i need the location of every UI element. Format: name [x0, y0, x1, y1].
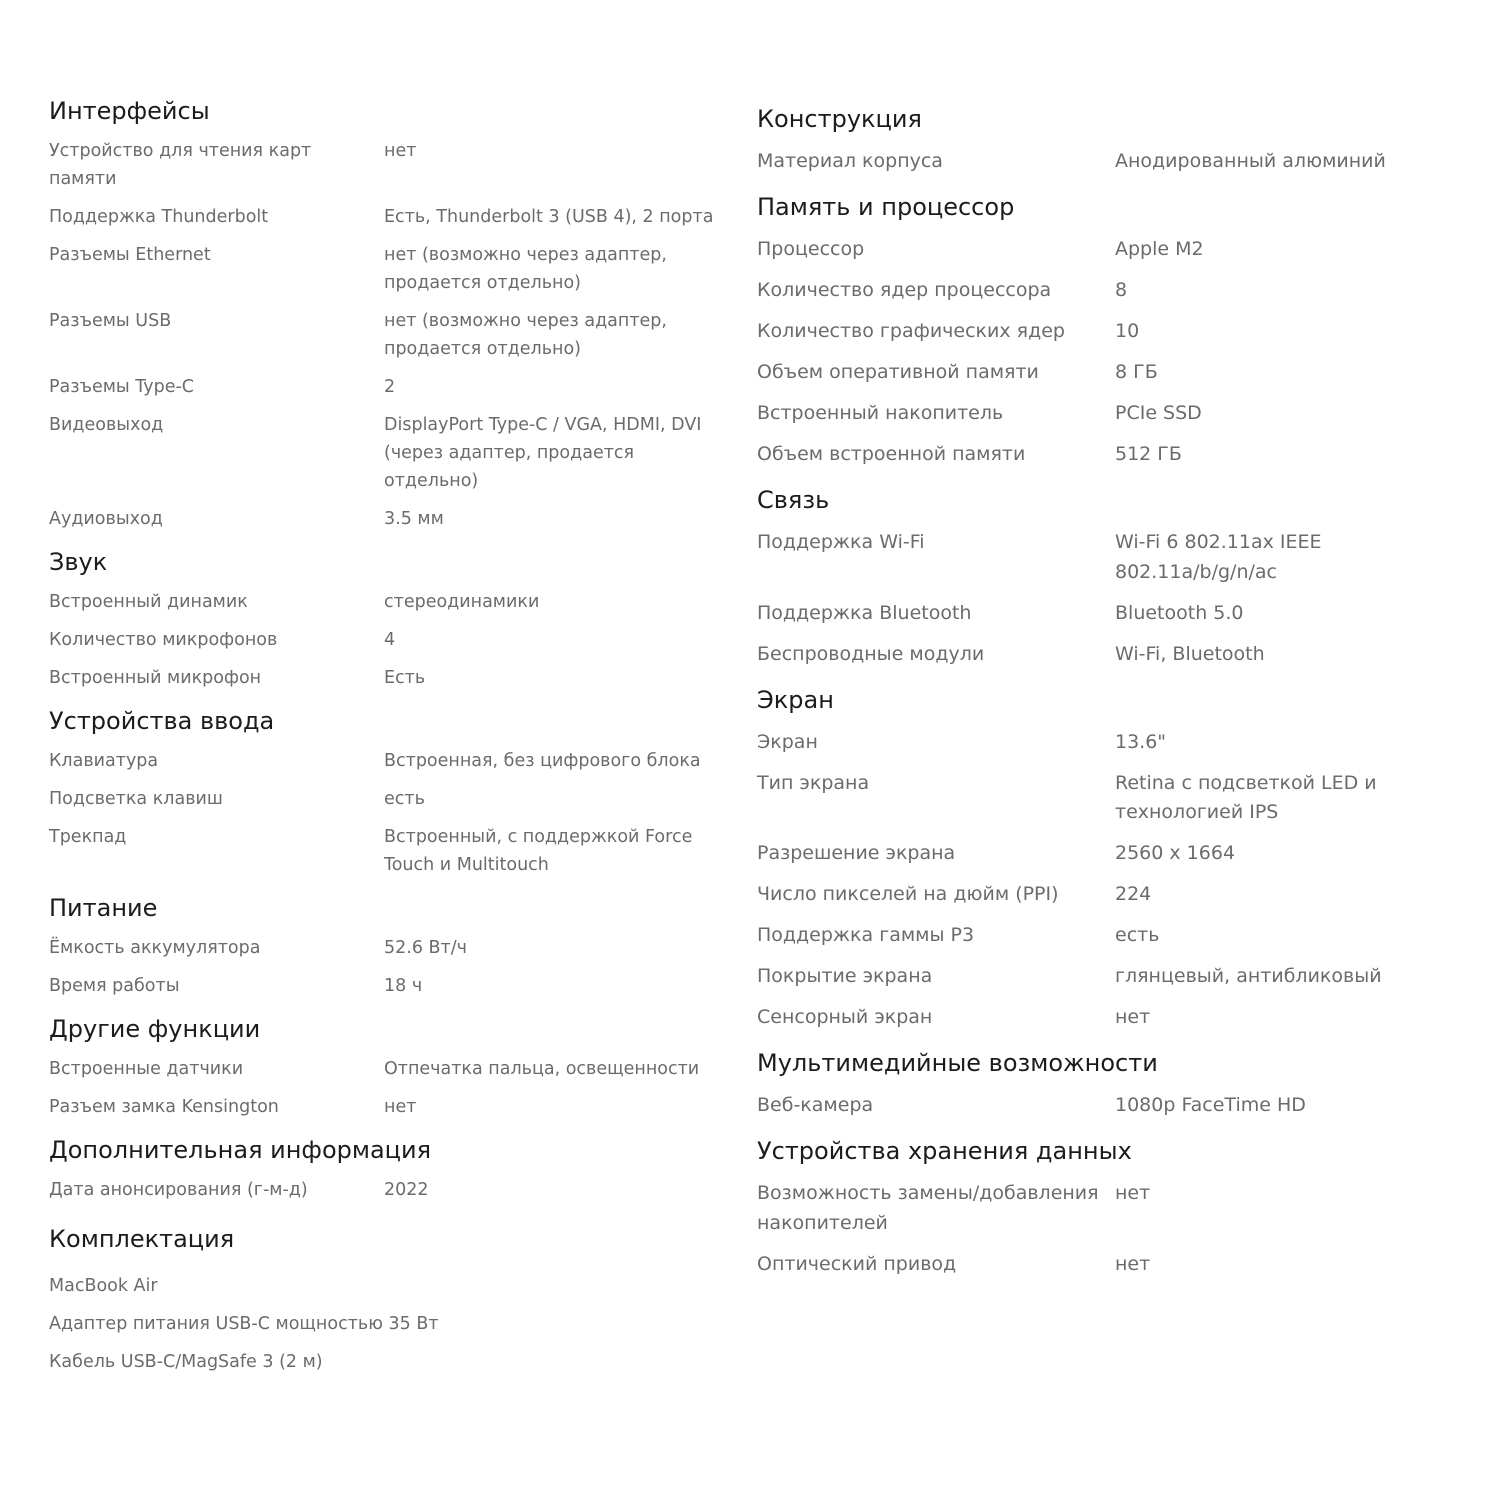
section-title: Устройства хранения данных: [757, 1137, 1132, 1165]
package-item: MacBook Air: [49, 1276, 158, 1296]
spec-row: [49, 972, 729, 1000]
spec-value: есть: [384, 789, 425, 809]
spec-row: [49, 1055, 729, 1083]
spec-label: Процессор: [757, 238, 865, 260]
spec-row: [49, 373, 729, 401]
spec-row: [49, 1093, 729, 1121]
spec-row: [49, 588, 729, 616]
section-connectivity: [757, 481, 1457, 669]
spec-value: нет: [1115, 1006, 1151, 1028]
spec-value: нет: [384, 1097, 417, 1117]
spec-row: [49, 203, 729, 231]
spec-label: Видеовыход: [49, 415, 164, 435]
section-package-contents: [49, 1220, 729, 1376]
section-title: Другие функции: [49, 1015, 261, 1043]
spec-label: Возможность замены/добавления накопителей: [757, 1182, 1099, 1234]
spec-value: нет: [1115, 1182, 1151, 1204]
spec-row: [757, 1250, 1457, 1280]
spec-row: [49, 411, 729, 495]
spec-row: [757, 235, 1457, 265]
spec-row: [757, 839, 1457, 869]
spec-label: Сенсорный экран: [757, 1006, 933, 1028]
spec-label: Веб-камера: [757, 1094, 874, 1116]
spec-row: [757, 1179, 1457, 1238]
spec-value: стереодинамики: [384, 592, 540, 612]
spec-label: Подсветка клавиш: [49, 789, 223, 809]
spec-row: [757, 399, 1457, 429]
spec-row: [757, 921, 1457, 951]
spec-value: 512 ГБ: [1115, 443, 1182, 465]
section-other-functions: [49, 1010, 729, 1121]
spec-row: [757, 962, 1457, 992]
section-power: [49, 889, 729, 1000]
spec-label: Поддержка Bluetooth: [757, 601, 972, 624]
spec-label: Разъем замка Kensington: [49, 1097, 279, 1117]
section-title: Дополнительная информация: [49, 1136, 432, 1164]
section-title: Экран: [757, 685, 834, 714]
spec-label: Объем встроенной памяти: [757, 443, 1026, 465]
section-memory-processor: [757, 188, 1457, 470]
spec-label: Поддержка Thunderbolt: [49, 207, 269, 227]
spec-label: Материал корпуса: [757, 150, 943, 172]
spec-label: Разъемы USB: [49, 311, 172, 331]
package-item: Кабель USB-C/MagSafe 3 (2 м): [49, 1352, 323, 1372]
spec-label: Тип экрана: [757, 771, 870, 794]
section-screen: [757, 681, 1457, 1033]
spec-value: Wi-Fi 6 802.11ax IEEE 802.11a/b/g/n/ac: [1115, 531, 1322, 583]
section-title: Интерфейсы: [49, 97, 210, 125]
spec-row: [49, 626, 729, 654]
spec-value: Bluetooth 5.0: [1115, 601, 1244, 624]
specs-left-column: [49, 92, 729, 1386]
spec-row: [757, 317, 1457, 347]
spec-row: [757, 276, 1457, 306]
spec-row: [757, 880, 1457, 910]
spec-value: нет: [1115, 1252, 1151, 1275]
spec-label: Экран: [757, 730, 818, 753]
spec-value: 4: [384, 630, 396, 650]
spec-row: [49, 934, 729, 962]
spec-row: [49, 307, 729, 363]
spec-row: [757, 599, 1457, 629]
spec-row: [49, 785, 729, 813]
spec-row: [757, 358, 1457, 388]
spec-label: Клавиатура: [49, 751, 159, 771]
spec-value: глянцевый, антибликовый: [1115, 965, 1382, 987]
section-interfaces: [49, 92, 729, 533]
spec-value: 2560 x 1664: [1115, 842, 1236, 864]
spec-label: Встроенный микрофон: [49, 668, 262, 688]
spec-value: нет: [384, 141, 417, 161]
spec-row: [49, 1176, 729, 1204]
spec-label: Количество микрофонов: [49, 630, 278, 650]
spec-value: 18 ч: [384, 976, 423, 996]
specs-right-column: [757, 100, 1457, 1291]
spec-label: Дата анонсирования (г-м-д): [49, 1180, 308, 1200]
spec-value: 8 ГБ: [1115, 361, 1158, 383]
spec-value: Wi-Fi, Bluetooth: [1115, 642, 1265, 665]
section-title: Память и процессор: [757, 193, 1015, 221]
spec-label: Поддержка гаммы P3: [757, 924, 975, 946]
spec-row: [49, 137, 729, 193]
package-item: Адаптер питания USB-C мощностью 35 Вт: [49, 1314, 439, 1334]
spec-value: PCIe SSD: [1115, 402, 1202, 424]
spec-row: [49, 505, 729, 533]
spec-label: Покрытие экрана: [757, 965, 933, 987]
spec-label: Поддержка Wi-Fi: [757, 531, 925, 553]
spec-row: [49, 664, 729, 692]
spec-value: 8: [1115, 279, 1128, 301]
section-additional-info: [49, 1131, 729, 1204]
spec-label: Встроенный динамик: [49, 592, 248, 612]
section-title: Конструкция: [757, 105, 922, 133]
spec-row: [757, 728, 1457, 758]
spec-label: Разъемы Ethernet: [49, 245, 211, 265]
spec-label: Разрешение экрана: [757, 842, 956, 864]
spec-value: 2022: [384, 1180, 429, 1200]
section-build: [757, 100, 1457, 177]
spec-label: Встроенные датчики: [49, 1059, 244, 1079]
spec-value: 3.5 мм: [384, 509, 444, 529]
spec-value: 10: [1115, 320, 1140, 342]
spec-row: [757, 1003, 1457, 1033]
spec-label: Время работы: [49, 976, 180, 996]
spec-value: Есть, Thunderbolt 3 (USB 4), 2 порта: [384, 207, 714, 227]
spec-label: Число пикселей на дюйм (PPI): [757, 883, 1059, 905]
spec-row: [49, 823, 729, 879]
spec-value: 2: [384, 377, 396, 397]
section-storage-devices: [757, 1132, 1457, 1279]
spec-label: Встроенный накопитель: [757, 402, 1004, 424]
spec-row: [757, 640, 1457, 670]
spec-value: Встроенная, без цифрового блока: [384, 751, 701, 771]
spec-value: Apple M2: [1115, 238, 1204, 260]
section-multimedia: [757, 1044, 1457, 1121]
spec-value: нет (возможно через адаптер, продается отдельно): [384, 311, 667, 359]
spec-label: Устройство для чтения карт памяти: [49, 141, 312, 189]
spec-row: [757, 769, 1457, 828]
spec-value: Анодированный алюминий: [1115, 150, 1386, 172]
spec-value: 224: [1115, 883, 1152, 905]
spec-value: 13.6": [1115, 730, 1167, 753]
spec-value: Отпечатка пальца, освещенности: [384, 1059, 700, 1079]
spec-value: Есть: [384, 668, 426, 688]
spec-label: Количество ядер процессора: [757, 279, 1052, 301]
spec-label: Трекпад: [49, 827, 127, 847]
spec-value: есть: [1115, 924, 1160, 946]
spec-label: Беспроводные модули: [757, 642, 985, 665]
section-title: Связь: [757, 486, 830, 514]
spec-value: Retina с подсветкой LED и технологией IPS: [1115, 771, 1377, 823]
spec-row: [757, 147, 1457, 177]
section-title: Устройства ввода: [49, 707, 275, 735]
spec-row: [49, 747, 729, 775]
spec-row: [757, 440, 1457, 470]
spec-label: Аудиовыход: [49, 509, 163, 529]
spec-row: [49, 241, 729, 297]
spec-label: Ёмкость аккумулятора: [49, 938, 261, 958]
section-sound: [49, 543, 729, 692]
spec-label: Количество графических ядер: [757, 320, 1065, 342]
spec-value: Встроенный, с поддержкой Force Touch и Multitouch: [384, 827, 693, 875]
spec-value: нет (возможно через адаптер, продается отдельно): [384, 245, 667, 293]
section-title: Звук: [49, 548, 108, 576]
spec-row: [757, 528, 1457, 587]
spec-label: Объем оперативной памяти: [757, 361, 1039, 383]
section-title: Мультимедийные возможности: [757, 1049, 1158, 1077]
spec-value: 52.6 Вт/ч: [384, 938, 467, 958]
section-title: Питание: [49, 894, 158, 922]
spec-row: [757, 1091, 1457, 1121]
spec-label: Оптический привод: [757, 1252, 957, 1275]
section-input-devices: [49, 702, 729, 879]
section-title: Комплектация: [49, 1225, 235, 1253]
spec-value: 1080p FaceTime HD: [1115, 1094, 1306, 1116]
spec-label: Разъемы Type-C: [49, 377, 195, 397]
spec-value: DisplayPort Type-C / VGA, HDMI, DVI (через адаптер, продается отдельно): [384, 415, 702, 491]
